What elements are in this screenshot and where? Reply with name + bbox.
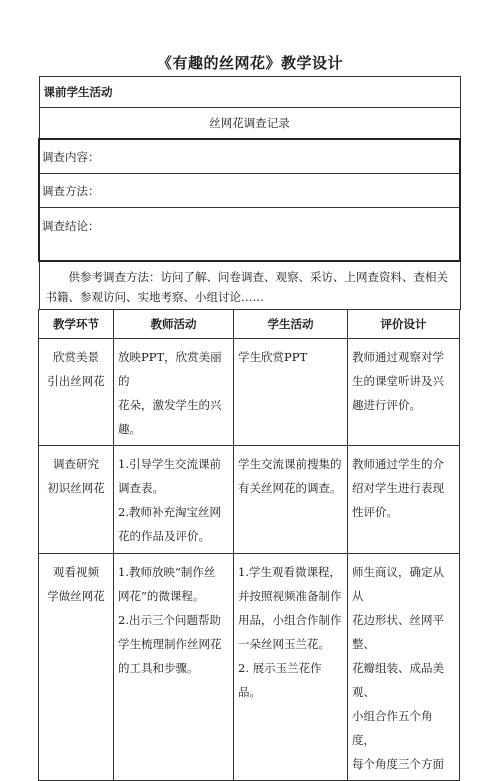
header-student: 学生活动 [234,310,348,339]
document-title: 《有趣的丝网花》教学设计 [156,54,343,72]
header-teacher: 教师活动 [114,310,234,339]
survey-conclusion-field: 调查结论： [39,208,460,262]
student-activity-cell: 1.学生观看微课程， 并按照视频准备制作 用品，小组合作制作 一朵丝网玉兰花。 2. 展示玉兰花作品。 [234,554,348,781]
header-evaluation: 评价设计 [348,310,460,339]
table-row [39,339,460,446]
student-activity-cell: 学生交流课前搜集的 有关丝网花的调查。 [234,446,348,554]
pre-class-heading: 课前学生活动 [39,77,460,108]
survey-record-title: 丝网花调查记录 [39,108,460,140]
survey-methods-note: 供参考调查方法：访问了解、问卷调查、观察、采访、上网查资料、查相关书籍、参观访问、实地考察、小组讨论…… [39,261,460,310]
pre-class-table [38,76,461,310]
teacher-activity-cell: 1.教师放映“制作丝 网花”的微课程。 2.出示三个问题帮助 学生梳理制作丝网花 的工具和步骤。 [114,554,234,781]
header-stage: 教学环节 [39,310,114,339]
table-row [39,446,460,554]
stage-cell: 欣赏美景 引出丝网花 [39,339,114,446]
survey-method-field: 调查方法： [39,174,460,208]
table-row [39,554,460,781]
student-activity-cell: 学生欣赏PPT [234,339,348,446]
lesson-plan-sheet [38,76,459,781]
stage-cell: 观看视频 学做丝网花 [39,554,114,781]
evaluation-cell: 教师通过学生的介 绍对学生进行表现 性评价。 [348,446,460,554]
teacher-activity-cell: 放映PPT，欣赏美丽的 花朵，激发学生的兴 趣。 [114,339,234,446]
evaluation-cell: 教师通过观察对学 生的课堂听讲及兴 趣进行评价。 [348,339,460,446]
stage-cell: 调查研究 初识丝网花 [39,446,114,554]
evaluation-cell: 师生商议，确定从从 花边形状、丝网平整、 花瓣组装、成品美观、 小组合作五个角度， 每个角度三个方面 [348,554,460,781]
teaching-process-table [38,309,460,781]
teacher-activity-cell: 1.引导学生交流课前 调查表。 2.教师补充淘宝丝网 花的作品及评价。 [114,446,234,554]
survey-content-field: 调查内容： [39,139,460,174]
